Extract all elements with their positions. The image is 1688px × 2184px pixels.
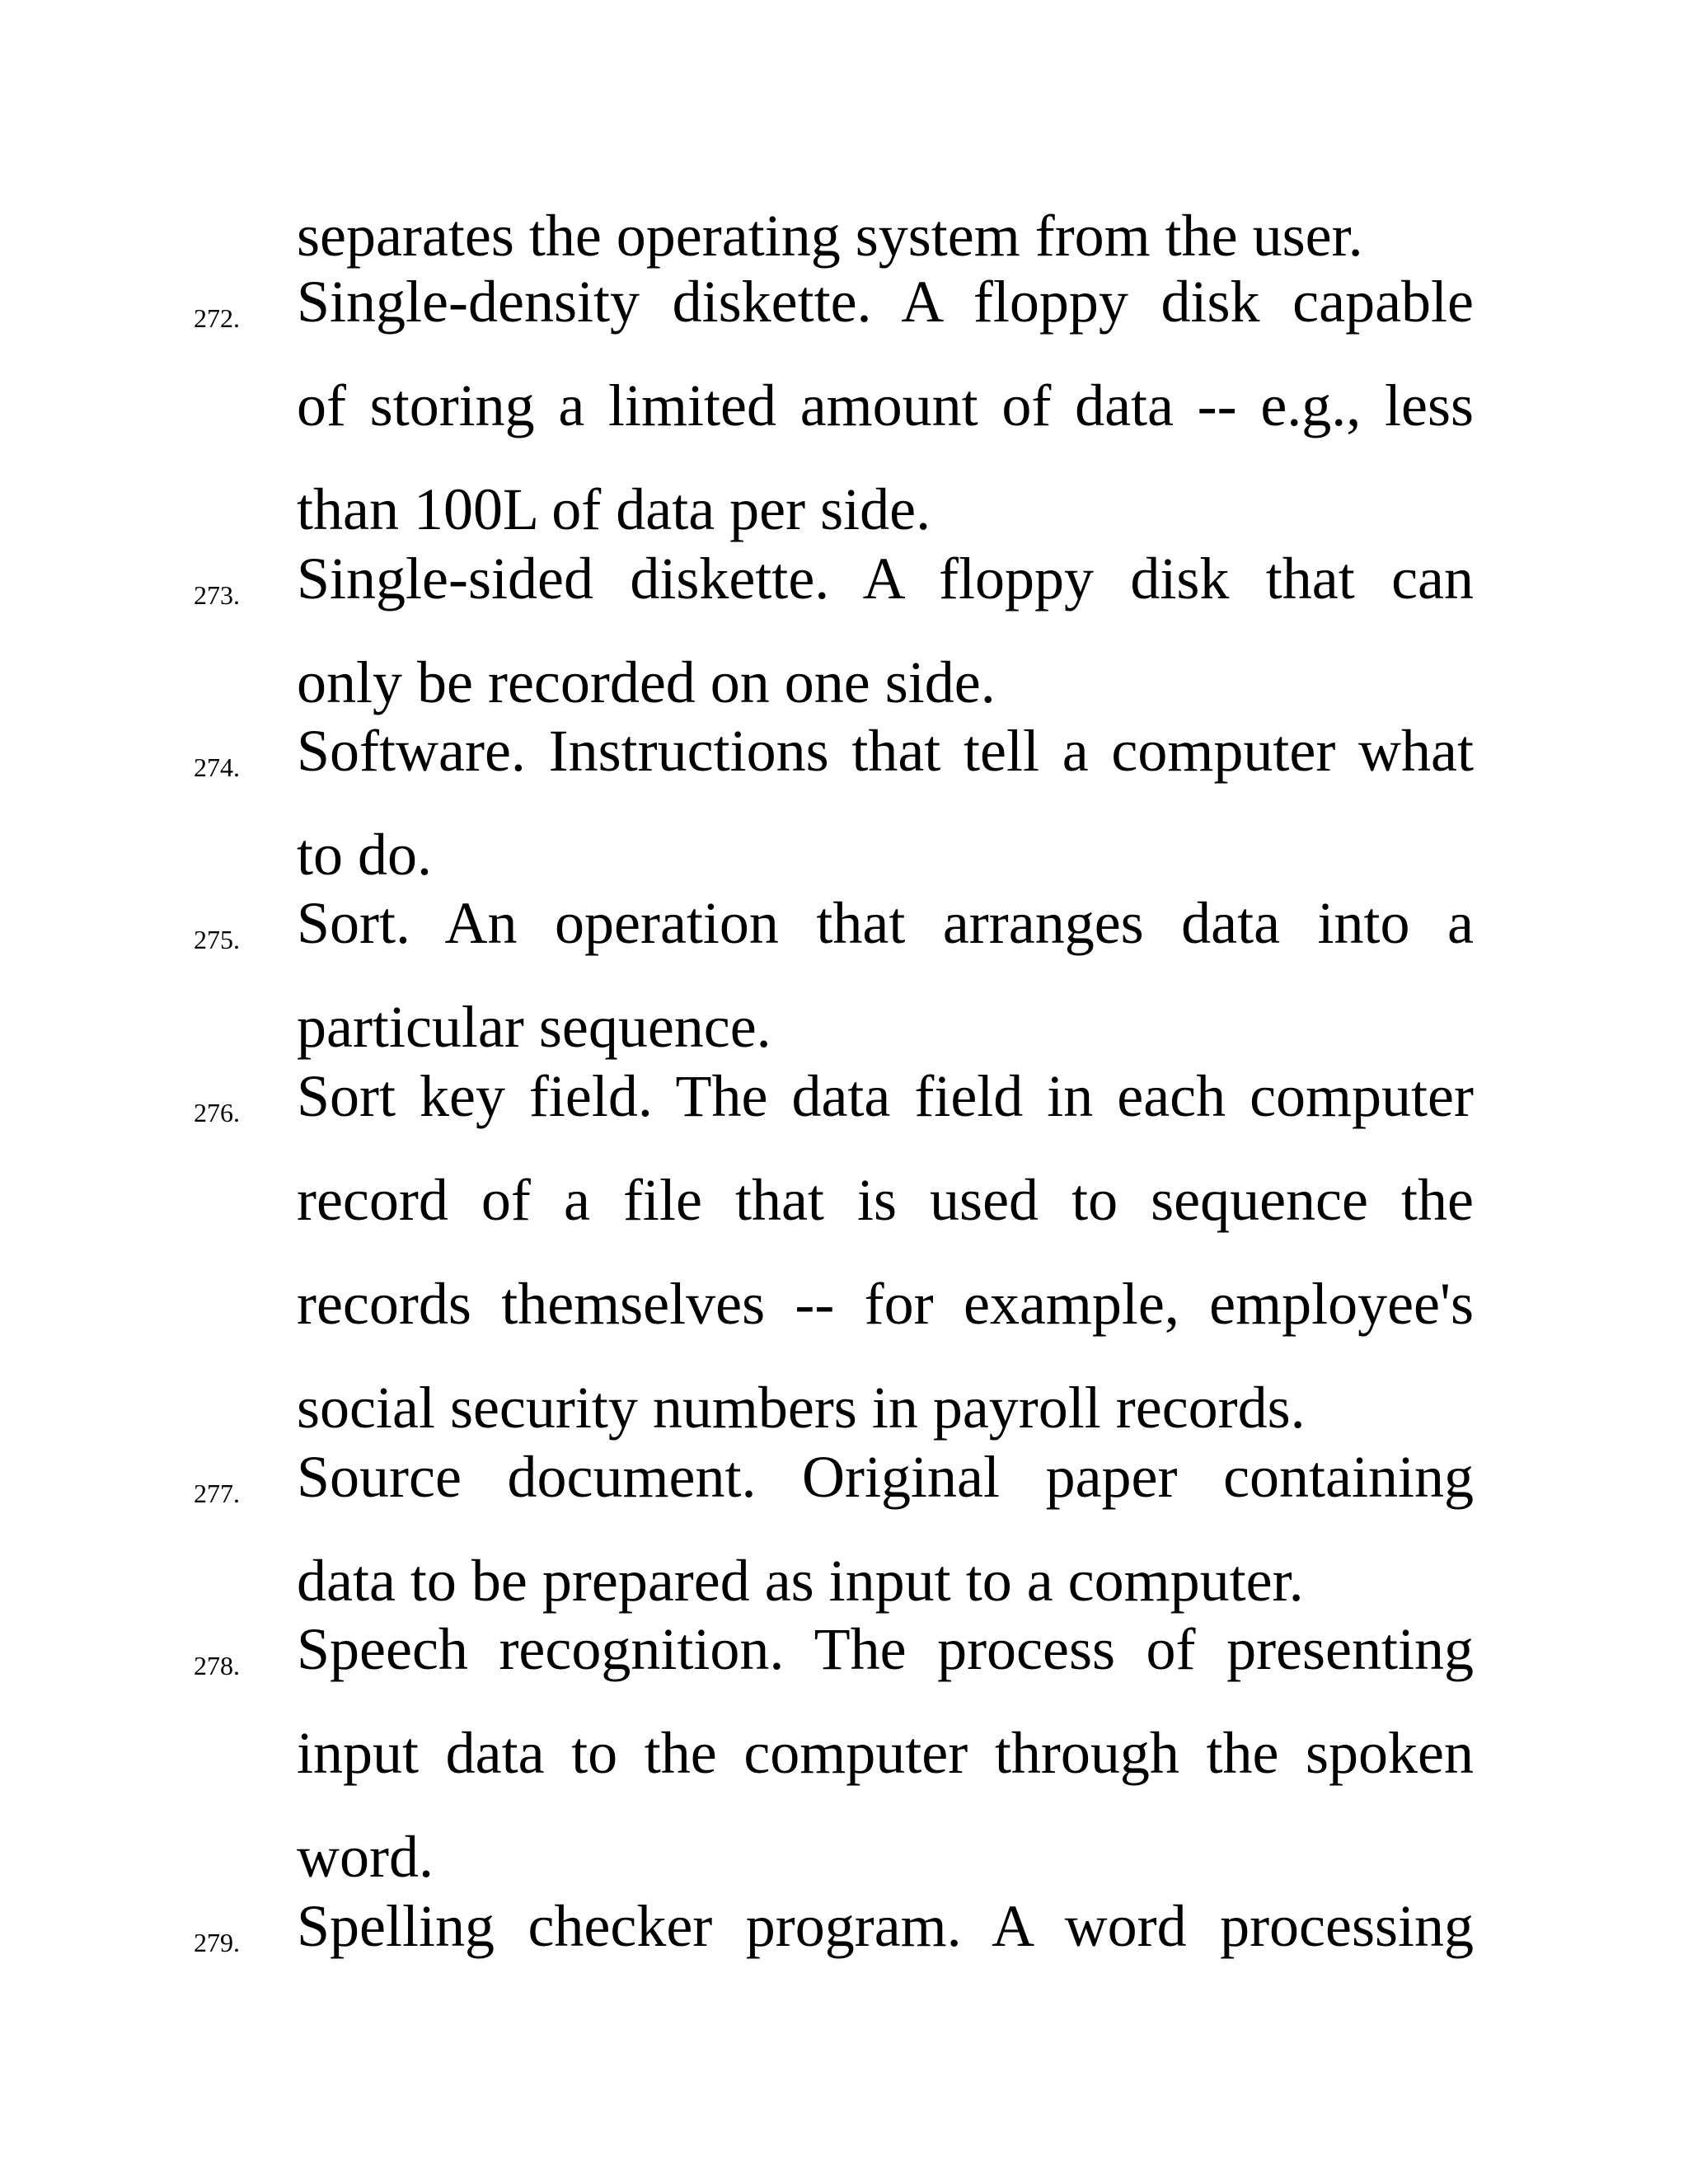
entry-line: Sort key field. The data field in each computer xyxy=(297,1063,1474,1129)
entry-line: Single-density diskette. A floppy disk capable xyxy=(297,269,1474,335)
entry-number: 278. xyxy=(194,1651,240,1680)
entry-line: Sort. An operation that arranges data into a xyxy=(297,890,1474,956)
entry-number: 277. xyxy=(194,1479,240,1508)
entry-line: to do. xyxy=(297,822,433,888)
entry-number: 272. xyxy=(194,303,240,333)
entry-number: 274. xyxy=(194,752,240,782)
entry-line: Speech recognition. The process of presenting xyxy=(297,1616,1474,1682)
entry-line: record of a file that is used to sequence the xyxy=(297,1167,1474,1233)
entry-line: input data to the computer through the spoken xyxy=(297,1720,1474,1786)
entry-line: Source document. Original paper containing xyxy=(297,1444,1474,1510)
entry-number: 279. xyxy=(194,1928,240,1957)
entry-number: 273. xyxy=(194,580,240,610)
entry-line: Single-sided diskette. A floppy disk that can xyxy=(297,546,1474,612)
entry-line: word. xyxy=(297,1824,434,1890)
entry-line: than 100L of data per side. xyxy=(297,476,931,542)
entry-line: of storing a limited amount of data -- e.g., less xyxy=(297,373,1474,438)
entry-line: Software. Instructions that tell a computer what xyxy=(297,718,1474,784)
entry-line: social security numbers in payroll records. xyxy=(297,1375,1306,1441)
entry-line: only be recorded on one side. xyxy=(297,649,996,715)
entry-line: records themselves -- for example, employee's xyxy=(297,1271,1474,1337)
entry-line: data to be prepared as input to a computer. xyxy=(297,1548,1304,1614)
entry-number: 276. xyxy=(194,1098,240,1127)
entry-line: Spelling checker program. A word processing xyxy=(297,1893,1474,1959)
entry-number: 275. xyxy=(194,925,240,954)
entry-line: particular sequence. xyxy=(297,994,771,1060)
entry-line: separates the operating system from the user. xyxy=(297,203,1363,269)
